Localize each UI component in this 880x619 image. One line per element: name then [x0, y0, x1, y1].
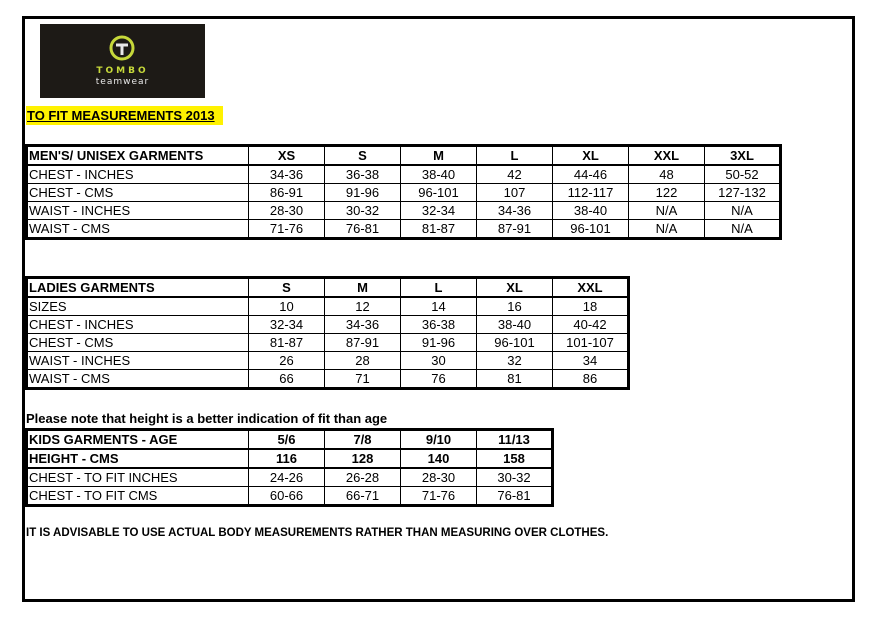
- table-cell: 127-132: [705, 184, 781, 202]
- table-row: [27, 184, 781, 202]
- table-cell: 16: [477, 297, 553, 316]
- mens-size-table: [25, 144, 782, 240]
- table-cell: 34-36: [477, 202, 553, 220]
- table-header-row: [27, 146, 781, 166]
- table-row: [27, 297, 629, 316]
- row-label: CHEST - CMS: [27, 184, 249, 202]
- row-label: CHEST - INCHES: [27, 316, 249, 334]
- table-row: [27, 202, 781, 220]
- table-cell: 38-40: [553, 202, 629, 220]
- table-cell: N/A: [705, 202, 781, 220]
- table-cell: 76: [401, 370, 477, 389]
- table-cell: XL: [553, 146, 629, 166]
- table-cell: 44-46: [553, 165, 629, 184]
- row-label: HEIGHT - CMS: [27, 449, 249, 468]
- table-cell: 81-87: [401, 220, 477, 239]
- table-row: [27, 468, 553, 487]
- table-header-row: [27, 430, 553, 450]
- table-cell: 71-76: [401, 487, 477, 506]
- table-cell: 48: [629, 165, 705, 184]
- table-cell: N/A: [629, 202, 705, 220]
- table-cell: 91-96: [401, 334, 477, 352]
- table-cell: 86: [553, 370, 629, 389]
- table-cell: 7/8: [325, 430, 401, 450]
- page-title: TO FIT MEASUREMENTS 2013: [26, 106, 223, 125]
- table-cell: XS: [249, 146, 325, 166]
- table-cell: 26-28: [325, 468, 401, 487]
- row-label: WAIST - INCHES: [27, 202, 249, 220]
- table-cell: 32: [477, 352, 553, 370]
- table-cell: N/A: [705, 220, 781, 239]
- table-cell: M: [325, 278, 401, 298]
- table-cell: 66: [249, 370, 325, 389]
- table-cell: 32-34: [401, 202, 477, 220]
- table-cell: 140: [401, 449, 477, 468]
- kids-note: Please note that height is a better indication of fit than age: [26, 411, 388, 426]
- row-label: CHEST - CMS: [27, 334, 249, 352]
- table-row: [27, 316, 629, 334]
- advice-text: IT IS ADVISABLE TO USE ACTUAL BODY MEASUREMENTS RATHER THAN MEASURING OVER CLOTHES.: [26, 527, 609, 539]
- table-cell: 128: [325, 449, 401, 468]
- table-cell: 36-38: [325, 165, 401, 184]
- row-label: LADIES GARMENTS: [27, 278, 249, 298]
- table-row: [27, 449, 553, 468]
- table-row: [27, 220, 781, 239]
- table-cell: 86-91: [249, 184, 325, 202]
- table-cell: 81-87: [249, 334, 325, 352]
- table-cell: S: [249, 278, 325, 298]
- table-cell: 71-76: [249, 220, 325, 239]
- table-cell: 87-91: [325, 334, 401, 352]
- table-cell: 122: [629, 184, 705, 202]
- table-cell: 30: [401, 352, 477, 370]
- table-cell: 30-32: [477, 468, 553, 487]
- table-cell: 101-107: [553, 334, 629, 352]
- table-cell: 50-52: [705, 165, 781, 184]
- row-label: CHEST - TO FIT INCHES: [27, 468, 249, 487]
- tombo-logo: [40, 24, 205, 98]
- table-cell: 81: [477, 370, 553, 389]
- logo-brand-text: TOMBO: [96, 66, 149, 76]
- table-cell: 60-66: [249, 487, 325, 506]
- table-cell: 32-34: [249, 316, 325, 334]
- table-cell: 87-91: [477, 220, 553, 239]
- table-cell: 42: [477, 165, 553, 184]
- table-cell: 91-96: [325, 184, 401, 202]
- table-cell: 14: [401, 297, 477, 316]
- table-cell: 24-26: [249, 468, 325, 487]
- row-label: WAIST - CMS: [27, 370, 249, 389]
- table-cell: 38-40: [401, 165, 477, 184]
- table-cell: 10: [249, 297, 325, 316]
- table-cell: 5/6: [249, 430, 325, 450]
- kids-size-table: [25, 428, 554, 507]
- table-cell: M: [401, 146, 477, 166]
- table-cell: 112-117: [553, 184, 629, 202]
- table-cell: 76-81: [325, 220, 401, 239]
- row-label: WAIST - CMS: [27, 220, 249, 239]
- table-cell: 71: [325, 370, 401, 389]
- table-cell: 116: [249, 449, 325, 468]
- table-cell: 28-30: [249, 202, 325, 220]
- table-row: [27, 165, 781, 184]
- table-header-row: [27, 278, 629, 298]
- table-cell: 38-40: [477, 316, 553, 334]
- table-cell: L: [477, 146, 553, 166]
- logo-sub-text: teamwear: [95, 77, 150, 87]
- table-row: [27, 487, 553, 506]
- ladies-size-table: [25, 276, 630, 390]
- table-cell: 107: [477, 184, 553, 202]
- table-cell: 34-36: [325, 316, 401, 334]
- table-cell: 12: [325, 297, 401, 316]
- table-row: [27, 370, 629, 389]
- table-cell: 3XL: [705, 146, 781, 166]
- table-cell: 158: [477, 449, 553, 468]
- table-cell: 76-81: [477, 487, 553, 506]
- table-cell: 96-101: [553, 220, 629, 239]
- row-label: WAIST - INCHES: [27, 352, 249, 370]
- table-cell: 18: [553, 297, 629, 316]
- table-cell: XXL: [629, 146, 705, 166]
- table-cell: 28: [325, 352, 401, 370]
- table-cell: XL: [477, 278, 553, 298]
- table-cell: N/A: [629, 220, 705, 239]
- table-cell: 96-101: [401, 184, 477, 202]
- row-label: MEN'S/ UNISEX GARMENTS: [27, 146, 249, 166]
- row-label: CHEST - TO FIT CMS: [27, 487, 249, 506]
- row-label: CHEST - INCHES: [27, 165, 249, 184]
- table-cell: 26: [249, 352, 325, 370]
- table-cell: 9/10: [401, 430, 477, 450]
- table-cell: 36-38: [401, 316, 477, 334]
- table-cell: 30-32: [325, 202, 401, 220]
- table-cell: 40-42: [553, 316, 629, 334]
- table-cell: 96-101: [477, 334, 553, 352]
- table-cell: 11/13: [477, 430, 553, 450]
- table-cell: 28-30: [401, 468, 477, 487]
- table-cell: XXL: [553, 278, 629, 298]
- table-row: [27, 334, 629, 352]
- table-cell: 34: [553, 352, 629, 370]
- row-label: KIDS GARMENTS - AGE: [27, 430, 249, 450]
- table-cell: 66-71: [325, 487, 401, 506]
- table-cell: L: [401, 278, 477, 298]
- table-cell: S: [325, 146, 401, 166]
- row-label: SIZES: [27, 297, 249, 316]
- table-cell: 34-36: [249, 165, 325, 184]
- table-row: [27, 352, 629, 370]
